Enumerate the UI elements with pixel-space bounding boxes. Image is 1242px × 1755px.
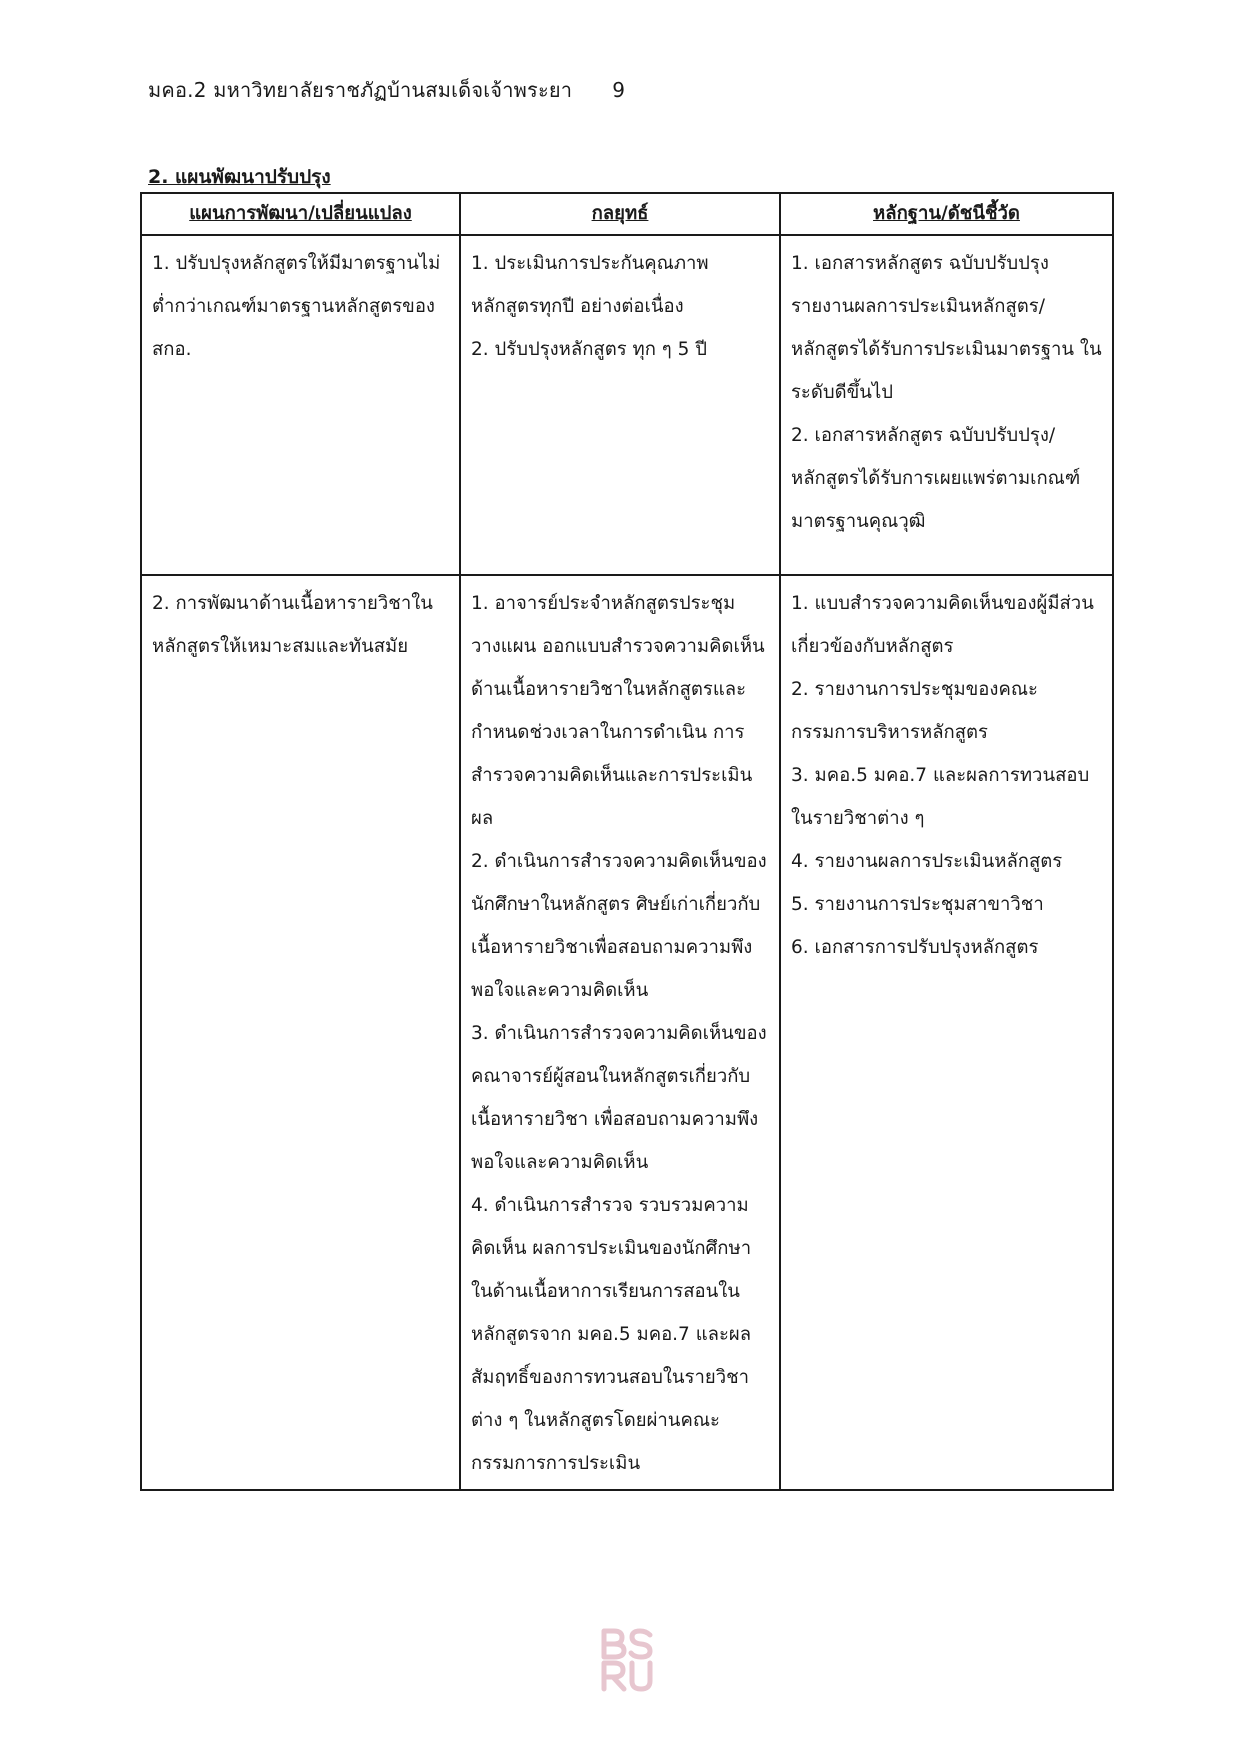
indicator-item: 5. รายงานการประชุมสาขาวิชา — [791, 894, 1044, 915]
strategy-item: 4. ดำเนินการสำรวจ รวบรวมความคิดเห็น ผลการประเมินของนักศึกษาในด้านเนื้อหาการเรียนการสอนในหลักสูตรจาก มคอ.5 มคอ.7 และผลสัมฤทธิ์ของการทวนสอบในรายวิชาต่าง ๆ ในหลักสูตรโดยผ่านคณะกรรมการการประเมิน — [471, 1195, 752, 1474]
column-header-strategy: กลยุทธ์ — [460, 193, 780, 235]
strategy-cell — [460, 235, 780, 575]
indicator-item: 1. แบบสำรวจความคิดเห็นของผู้มีส่วนเกี่ยวข้องกับหลักสูตร — [791, 593, 1094, 657]
section-heading: 2. แผนพัฒนาปรับปรุง — [148, 166, 331, 188]
strategy-item: 1. อาจารย์ประจำหลักสูตรประชุมวางแผน ออกแบบสำรวจความคิดเห็นด้านเนื้อหารายวิชาในหลักสูตรและกำหนดช่วงเวลาในการดำเนิน การสำรวจความคิดเห็นและการประเมินผล — [471, 593, 765, 829]
indicator-item: 4. รายงานผลการประเมินหลักสูตร — [791, 851, 1063, 872]
column-header-indicator: หลักฐาน/ดัชนีชี้วัด — [780, 193, 1113, 235]
plan-cell — [141, 575, 460, 1490]
table-row — [141, 235, 1113, 575]
indicator-cell — [780, 575, 1113, 1490]
plan-text: 1. ปรับปรุงหลักสูตรให้มีมาตรฐานไม่ต่ำกว่าเกณฑ์มาตรฐานหลักสูตรของ สกอ. — [152, 253, 441, 360]
bsru-watermark-logo — [598, 1627, 658, 1693]
plan-cell — [141, 235, 460, 575]
document-title: มคอ.2 มหาวิทยาลัยราชภัฏบ้านสมเด็จเจ้าพระยา — [148, 78, 573, 102]
strategy-cell — [460, 575, 780, 1490]
indicator-cell — [780, 235, 1113, 575]
page-number: 9 — [612, 78, 626, 102]
strategy-item: 2. ดำเนินการสำรวจความคิดเห็นของนักศึกษาในหลักสูตร ศิษย์เก่าเกี่ยวกับเนื้อหารายวิชาเพื่อสอบถามความพึงพอใจและความคิดเห็น — [471, 851, 767, 1001]
page-header — [148, 74, 625, 106]
table-row — [141, 575, 1113, 1490]
indicator-item: 1. เอกสารหลักสูตร ฉบับปรับปรุง รายงานผลการประเมินหลักสูตร/ หลักสูตรได้รับการประเมินมาตรฐาน ในระดับดีขึ้นไป — [791, 253, 1102, 403]
indicator-item: 2. เอกสารหลักสูตร ฉบับปรับปรุง/ หลักสูตรได้รับการเผยแพร่ตามเกณฑ์มาตรฐานคุณวุฒิ — [791, 425, 1081, 532]
table-header-row — [141, 193, 1113, 235]
indicator-item: 3. มคอ.5 มคอ.7 และผลการทวนสอบในรายวิชาต่าง ๆ — [791, 765, 1090, 829]
plan-text: 2. การพัฒนาด้านเนื้อหารายวิชาในหลักสูตรให้เหมาะสมและทันสมัย — [152, 593, 433, 657]
development-plan-table — [140, 192, 1114, 1491]
column-header-plan: แผนการพัฒนา/เปลี่ยนแปลง — [141, 193, 460, 235]
indicator-item: 6. เอกสารการปรับปรุงหลักสูตร — [791, 937, 1039, 958]
indicator-item: 2. รายงานการประชุมของคณะกรรมการบริหารหลักสูตร — [791, 679, 1038, 743]
strategy-item: 3. ดำเนินการสำรวจความคิดเห็นของคณาจารย์ผู้สอนในหลักสูตรเกี่ยวกับเนื้อหารายวิชา เพื่อสอบถามความพึงพอใจและความคิดเห็น — [471, 1023, 767, 1173]
strategy-item: 1. ประเมินการประกันคุณภาพหลักสูตรทุกปี อย่างต่อเนื่อง — [471, 253, 709, 317]
strategy-item: 2. ปรับปรุงหลักสูตร ทุก ๆ 5 ปี — [471, 339, 708, 360]
